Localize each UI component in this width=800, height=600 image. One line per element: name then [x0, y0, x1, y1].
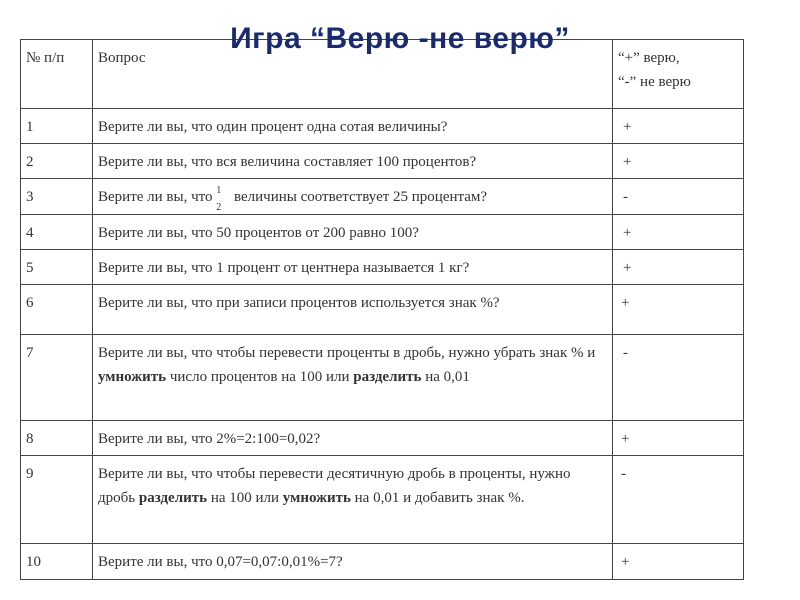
header-question: Вопрос — [93, 40, 613, 109]
row-answer: - — [613, 455, 744, 543]
question-text: на 0,01 — [421, 368, 470, 385]
row-num: 2 — [21, 144, 93, 179]
row-num: 1 — [21, 109, 93, 144]
row-answer: + — [613, 284, 744, 334]
question-text: число процентов на 100 или — [166, 368, 354, 385]
table-row — [21, 109, 744, 144]
row-question — [93, 334, 613, 420]
row-answer: + — [613, 543, 744, 579]
header-answer-line2: “-” не верю — [618, 74, 691, 90]
row-question: Верите ли вы, что при записи процентов используется знак %? — [93, 284, 613, 334]
row-num: 9 — [21, 455, 93, 543]
question-bold: умножить — [282, 489, 351, 506]
row-question: Верите ли вы, что один процент одна сотая величины? — [93, 109, 613, 144]
question-text: Верите ли вы, что чтобы перевести проценты в дробь, нужно убрать знак % и — [98, 344, 596, 361]
question-text: на 0,01 и добавить знак %. — [350, 489, 525, 506]
question-bold: разделить — [138, 489, 208, 506]
row-answer: + — [613, 214, 744, 249]
row-question: Верите ли вы, что 0,07=0,07:0,01%=7? — [93, 543, 613, 579]
row-question: Верите ли вы, что 50 процентов от 200 равно 100? — [93, 214, 613, 249]
question-text: Верите ли вы, что чтобы перевести десятичную дробь в проценты, нужно дробь — [98, 465, 571, 506]
question-text-before: Верите ли вы, что — [98, 189, 213, 205]
row-question — [93, 455, 613, 543]
table-row — [21, 334, 744, 420]
row-question: Верите ли вы, что вся величина составляет 100 процентов? — [93, 144, 613, 179]
fraction-numerator: 1 — [216, 184, 222, 196]
table-row — [21, 455, 744, 543]
table-row — [21, 214, 744, 249]
row-num: 5 — [21, 249, 93, 284]
question-text-after: величины соответствует 25 процентам? — [233, 189, 488, 205]
row-num: 4 — [21, 214, 93, 249]
table-row — [21, 144, 744, 179]
row-num: 10 — [21, 543, 93, 579]
row-answer: - — [613, 334, 744, 420]
row-question — [93, 179, 613, 215]
row-num: 3 — [21, 179, 93, 215]
table-row — [21, 179, 744, 215]
row-question: Верите ли вы, что 1 процент от центнера называется 1 кг? — [93, 249, 613, 284]
question-text: на 100 или — [207, 489, 283, 506]
row-answer: + — [613, 144, 744, 179]
row-num: 7 — [21, 334, 93, 420]
table-row — [21, 284, 744, 334]
row-answer: - — [613, 179, 744, 215]
row-num: 8 — [21, 420, 93, 455]
question-bold: разделить — [353, 368, 422, 385]
header-num: № п/п — [21, 40, 93, 109]
table-row — [21, 249, 744, 284]
table-row — [21, 543, 744, 579]
page-title: Игра “Верю -не верю” — [230, 22, 570, 55]
table-row — [21, 420, 744, 455]
quiz-table — [20, 39, 744, 580]
question-bold: умножить — [98, 368, 167, 385]
row-num: 6 — [21, 284, 93, 334]
fraction-denominator: 2 — [216, 201, 222, 213]
row-answer: + — [613, 249, 744, 284]
row-answer: + — [613, 420, 744, 455]
row-question: Верите ли вы, что 2%=2:100=0,02? — [93, 420, 613, 455]
header-answer-line1: “+” верю, — [618, 50, 680, 66]
fraction — [216, 184, 228, 213]
row-answer: + — [613, 109, 744, 144]
